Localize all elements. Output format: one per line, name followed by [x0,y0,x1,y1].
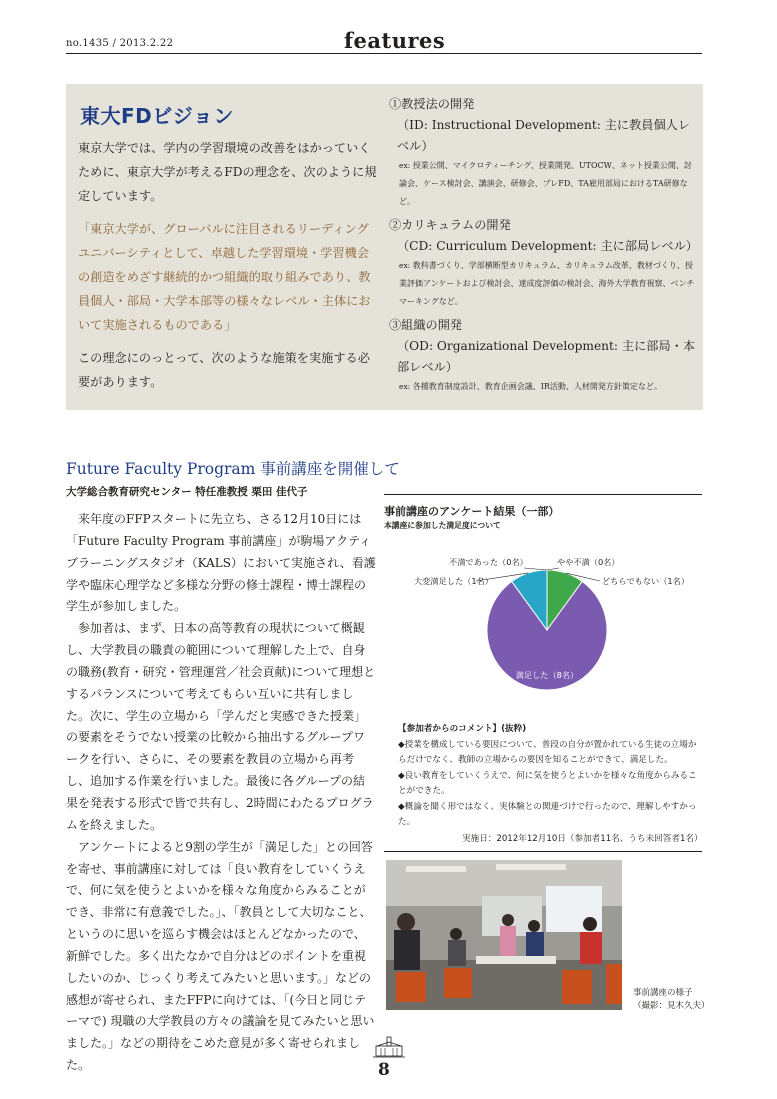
pie-label-somewhat-dissatisfied: やや不満（0名） [557,557,620,567]
survey-bottom-rule [384,851,702,852]
photo-caption-line: （撮影：見木久夫） [633,1001,710,1011]
satisfaction-pie-chart [384,540,702,718]
fd-item-heading: ③組織の開発 [389,318,463,332]
comment-item: ◆良い教育をしていくうえで、何に気を使うとよいかを様々な角度からみることができた。 [398,770,697,796]
article-title: Future Faculty Program 事前講座を開催して [66,460,400,478]
fd-item [389,315,695,396]
comment-item: ◆概論を聞く形ではなく、実体験との関連づけで行ったので、理解しやすかった。 [398,801,697,827]
fd-vision-quote: 「東京大学が、グローバルに注目されるリーディングユニバーシティとして、卓越した学習環境・学習機会の創造をめざす継続的かつ組織的取り組みであり、教員個人・部局・大学本部等の様々なレベル・主体において実施されるものである」 [78,222,371,332]
fd-item [389,215,698,311]
fd-item-examples [389,257,695,311]
fd-item-examples-text: 教科書づくり、学部横断型カリキュラム、カリキュラム改革、教材づくり、授業評価アンケートおよび検討会、達成度評価の検討会、海外大学教育視察、ベンチマーキングなど。 [399,261,695,306]
article-body [66,509,376,1077]
survey-title: 事前講座のアンケート結果（一部） [384,505,560,518]
fd-vision-closing: この理念にのっとって、次のような施策を実施する必要があります。 [78,351,370,389]
workshop-photo [386,860,622,1010]
fd-item-examples-text: 各種教育制度設計、教育企画会議、IR活動、人材開発方針策定など。 [412,382,662,391]
fd-item-list [389,94,698,400]
photo-caption-line: 事前講座の様子 [633,988,693,998]
ex-label: ex: [399,382,411,391]
pie-leader-line [547,568,559,570]
survey-comments [398,722,698,831]
page-number: 8 [378,1060,390,1080]
article-paragraph: 参加者は、まず、日本の高等教育の現状について概観し、大学教員の職責の範囲について理解した上で、自身の職務(教育・研究・管理運営／社会貢献)について理想とするバランスについて考えてもらい互いに共有しました。次に、学生の立場から「学んだと実感できた授業」の要素をそうでない授業の比較から抽出するグループワークを行い、さらに、その要素を教員の立場から再考し、追加する作業を行いました。最後に各グループの結果を発表する形式で皆で共有し、2時間にわたるプログラムを終えました。 [66,621,376,832]
pie-label-dissatisfied: 不満であった（0名） [449,557,528,567]
article-byline: 大学総合教育研究センター 特任准教授 栗田 佳代子 [66,486,308,498]
article-paragraph: 来年度のFFPスタートに先立ち、さる12月10日には「Future Faculty Program 事前講座」が駒場アクティブラーニングスタジオ（KALS）において実施され、看護学や臨床心理学など多様な分野の修士課程・博士課程の学生が参加しました。 [66,512,376,614]
fd-item-examples [389,378,695,396]
fd-item-parenthetical: （ID: Instructional Development: 主に教員個人レベル） [397,118,691,153]
pie-label-very-satisfied: 大変満足した（1名） [414,576,493,586]
survey-note: 実施日：2012年12月10日（参加者11名、うち未回答者1名） [462,834,703,844]
fd-item-parenthetical: （CD: Curriculum Development: 主に部局レベル） [397,239,698,253]
fd-item [389,94,695,211]
fd-item-parenthetical: （OD: Organizational Development: 主に部局・本部レベル） [397,339,696,374]
fd-vision-intro: 東京大学では、学内の学習環境の改善をはかっていくために、東京大学が考えるFDの理念を、次のように規定しています。 [78,141,377,203]
ex-label: ex: [399,161,411,170]
fd-vision-box [66,84,703,410]
pie-label-satisfied: 満足した（8名） [515,670,579,680]
fd-item-heading: ②カリキュラムの開発 [389,218,511,232]
comment-item: ◆授業を構成している要因について、普段の自分が置かれている生徒の立場からだけでなく、教師の立場からの要因を知ることができて、満足した。 [398,739,697,765]
fd-item-heading: ①教授法の開発 [389,97,475,111]
article-paragraph: アンケートによると9割の学生が「満足した」との回答を寄せ、事前講座に対しては「良い教育をしていくうえで、何に気を使うとよいかを様々な角度からみることができ、非常に有意義でした。」、「教員として大切なこと、というのに思いを巡らす機会はほとんどなかったので、新鮮でした。多く出たなかで自分はどのポイントを重視したいのか、じっくり考えてみたいと思います。」などの感想が寄せられ、またFFPに向けては、「(今日と同じテーマで) 現職の大学教員の方々の議論を見てみたいと思いました。」などの期待をこめた意見が多く寄せられました。 [66,839,375,1073]
fd-vision-title: 東大FDビジョン [80,104,234,128]
fd-item-examples-text: 授業公開、マイクロティーチング、授業開発、UTOCW、ネット授業公開、討論会、ケース検討会、講演会、研修会、プレFD、TA雇用部局におけるTA研修など。 [399,161,692,206]
survey-subtitle: 本講座に参加した満足度について [384,521,501,530]
photo-caption [633,987,710,1013]
ex-label: ex: [399,261,411,270]
pie-leader-line [524,568,547,570]
fd-item-examples [389,157,695,211]
header-rule [66,53,702,54]
pie-label-neutral: どちらでもない（1名） [602,576,690,586]
survey-top-rule [384,494,702,495]
issue-date: no.1435 / 2013.2.22 [66,38,174,49]
comments-heading: 【参加者からのコメント】(抜粋) [398,724,527,734]
yasuda-auditorium-icon [373,1036,405,1058]
section-title: features [344,28,446,53]
